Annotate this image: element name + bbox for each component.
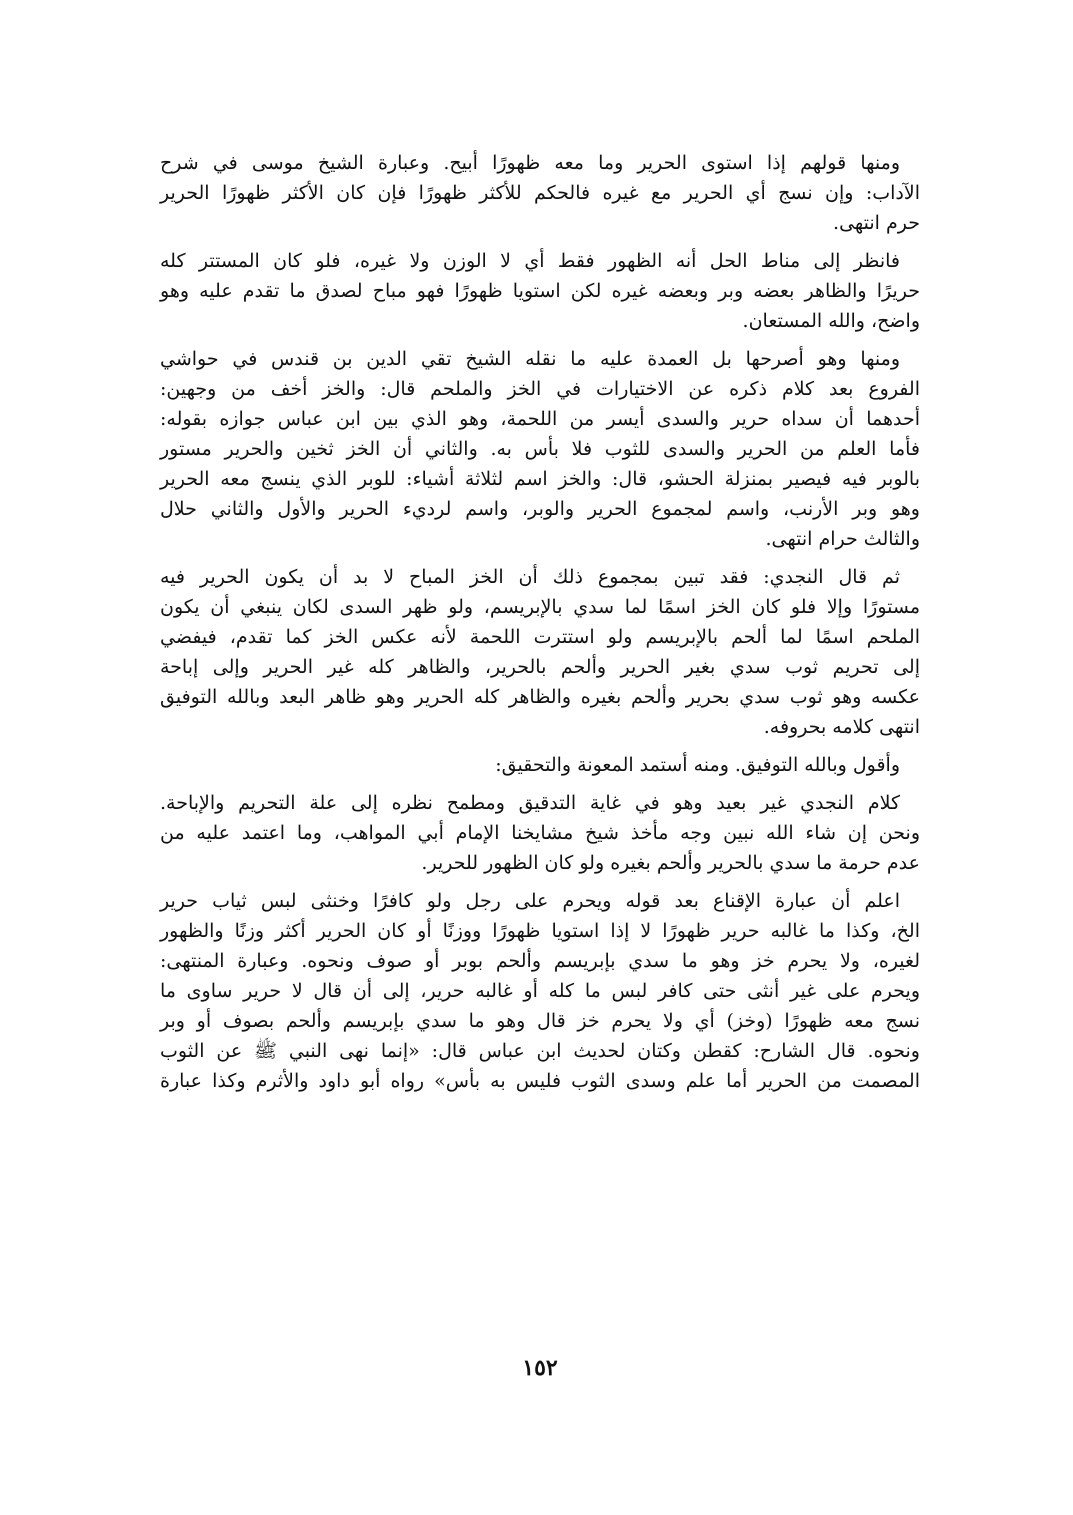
text-line: ومنها قولهم إذا استوى الحرير وما معه ظهورًا أبيح. وعبارة الشيخ موسى في شرح <box>160 152 900 174</box>
paragraph-5 <box>160 750 920 780</box>
page-body <box>160 148 920 1104</box>
paragraph-7 <box>160 886 920 1096</box>
text-line: بالوبر فيه فيصير بمنزلة الحشو، قال: والخز اسم لثلاثة أشياء: للوبر الذي ينسج معه الحرير <box>160 468 920 490</box>
text-line: انتهى كلامه بحروفه. <box>763 716 920 738</box>
text-line: ونحن إن شاء الله نبين وجه مأخذ شيخ مشايخنا الإمام أبي المواهب، وما اعتمد عليه من <box>160 822 920 844</box>
text-line: حريرًا والظاهر بعضه وبر وبعضه غيره لكن استويا ظهورًا فهو مباح لصدق ما تقدم عليه وهو <box>160 280 920 302</box>
text-line: ونحوه. قال الشارح: كقطن وكتان لحديث ابن عباس قال: «إنما نهى النبي ﷺ عن الثوب <box>160 1040 920 1062</box>
text-line: أحدهما أن سداه حرير والسدى أيسر من اللحمة، وهو الذي بين ابن عباس جوازه بقوله: <box>160 408 920 430</box>
text-line: الآداب: وإن نسج أي الحرير مع غيره فالحكم للأكثر ظهورًا فإن كان الأكثر ظهورًا الحرير <box>160 182 920 204</box>
text-line: عدم حرمة ما سدي بالحرير وألحم بغيره ولو كان الظهور للحرير. <box>421 852 920 874</box>
paragraph-4 <box>160 562 920 742</box>
text-line: إلى تحريم ثوب سدي بغير الحرير وألحم بالحرير، والظاهر كله غير الحرير وإلى إباحة <box>160 656 920 678</box>
text-line: وهو وبر الأرنب، واسم لمجموع الحرير والوبر، واسم لرديء الحرير والأول والثاني حلال <box>160 498 920 520</box>
text-line: كلام النجدي غير بعيد وهو في غاية التدقيق ومطمح نظره إلى علة التحريم والإباحة. <box>160 792 900 814</box>
text-line: واضح، والله المستعان. <box>742 310 920 332</box>
text-line: المصمت من الحرير أما علم وسدى الثوب فليس به بأس» رواه أبو داود والأثرم وكذا عبارة <box>160 1070 920 1092</box>
text-line: فأما العلم من الحرير والسدى للثوب فلا بأس به. والثاني أن الخز ثخين والحرير مستور <box>160 438 920 460</box>
text-line: ثم قال النجدي: فقد تبين بمجموع ذلك أن الخز المباح لا بد أن يكون الحرير فيه <box>160 566 900 588</box>
text-line: فانظر إلى مناط الحل أنه الظهور فقط أي لا الوزن ولا غيره، فلو كان المستتر كله <box>160 250 900 272</box>
text-line: حرم انتهى. <box>833 212 920 234</box>
text-line: الفروع بعد كلام ذكره عن الاختيارات في الخز والملحم قال: والخز أخف من وجهين: <box>160 378 920 400</box>
paragraph-3 <box>160 344 920 554</box>
text-line: مستورًا وإلا فلو كان الخز اسمًا لما سدي بالإبريسم، ولو ظهر السدى لكان ينبغي أن يكون <box>160 596 920 618</box>
text-line: اعلم أن عبارة الإقناع بعد قوله ويحرم على رجل ولو كافرًا وخنثى لبس ثياب حرير <box>160 890 900 912</box>
text-line: لغيره، ولا يحرم خز وهو ما سدي بإبريسم وألحم بوبر أو صوف ونحوه. وعبارة المنتهى: <box>160 950 920 972</box>
text-line: الملحم اسمًا لما ألحم بالإبريسم ولو استترت اللحمة لأنه عكس الخز كما تقدم، فيفضي <box>160 626 920 648</box>
text-line: والثالث حرام انتهى. <box>765 528 920 550</box>
paragraph-2 <box>160 246 920 336</box>
text-line: ومنها وهو أصرحها بل العمدة عليه ما نقله الشيخ تقي الدين بن قندس في حواشي <box>160 348 900 370</box>
paragraph-1 <box>160 148 920 238</box>
page-number: ١٥٢ <box>522 1355 558 1381</box>
paragraph-6 <box>160 788 920 878</box>
text-line: عكسه وهو ثوب سدي بحرير وألحم بغيره والظاهر كله الحرير وهو ظاهر البعد وبالله التوفيق <box>160 686 920 708</box>
text-line: ويحرم على غير أنثى حتى كافر لبس ما كله أو غالبه حرير، إلى أن قال لا حرير ساوى ما <box>160 980 920 1002</box>
text-line: نسج معه ظهورًا (وخز) أي ولا يحرم خز قال وهو ما سدي بإبريسم وألحم بصوف أو وبر <box>160 1010 920 1032</box>
text-line: وأقول وبالله التوفيق. ومنه أستمد المعونة والتحقيق: <box>495 754 900 776</box>
text-line: الخ، وكذا ما غالبه حرير ظهورًا لا إذا استويا ظهورًا ووزنًا أو كان الحرير أكثر وزنًا والظهور <box>160 920 920 942</box>
